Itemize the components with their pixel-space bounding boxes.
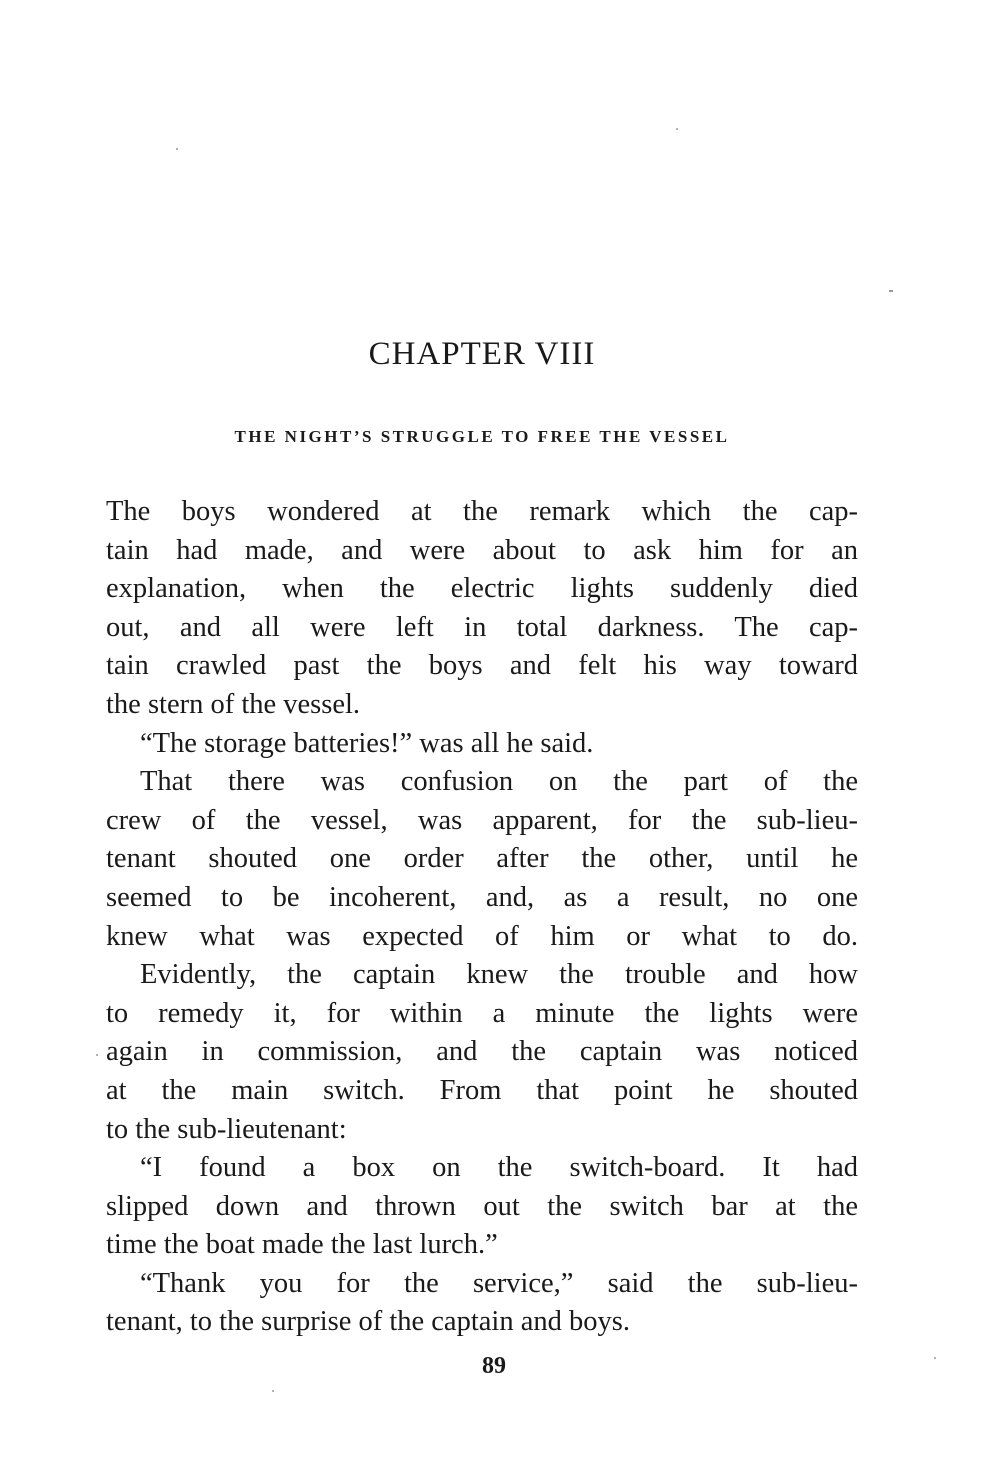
text-line: knew what was expected of him or what to do. [106, 920, 858, 952]
text-line: The boys wondered at the remark which the cap- [106, 496, 858, 527]
text-line: tenant shouted one order after the other, until he [106, 843, 858, 875]
scan-speck [889, 290, 893, 292]
text-line: out, and all were left in total darkness. The cap- [106, 611, 858, 643]
text-line: tenant, to the surprise of the captain and boys. [106, 1306, 630, 1338]
body-text [106, 493, 858, 1342]
scan-speck [272, 1390, 274, 1392]
text-line: to remedy it, for within a minute the lights were [106, 997, 858, 1029]
text-line: slipped down and thrown out the switch bar at the [106, 1190, 858, 1222]
text-line: “The storage batteries!” was all he said. [140, 727, 594, 759]
chapter-title: CHAPTER VIII [368, 336, 596, 372]
text-line: time the boat made the last lurch.” [106, 1229, 498, 1261]
text-line: the stern of the vessel. [106, 688, 361, 720]
text-line: crew of the vessel, was apparent, for the sub-lieu- [106, 804, 858, 836]
text-line: tain crawled past the boys and felt his way toward [106, 650, 858, 682]
text-line: That there was confusion on the part of the [140, 766, 858, 798]
text-line: explanation, when the electric lights suddenly died [106, 573, 858, 605]
scan-speck [676, 128, 678, 130]
text-line: “Thank you for the service,” said the sub-lieu- [140, 1267, 858, 1299]
text-line: “I found a box on the switch-board. It had [140, 1152, 858, 1184]
text-line: tain had made, and were about to ask him for an [106, 534, 858, 566]
scan-speck [176, 148, 178, 150]
text-line: at the main switch. From that point he shouted [106, 1074, 858, 1106]
scan-speck [96, 1054, 98, 1056]
page-number: 89 [482, 1353, 506, 1379]
text-line: again in commission, and the captain was noticed [106, 1036, 858, 1068]
chapter-subtitle: THE NIGHT’S STRUGGLE TO FREE THE VESSEL [234, 427, 730, 446]
text-line: seemed to be incoherent, and, as a result, no one [106, 881, 858, 913]
text-line: to the sub-lieutenant: [106, 1113, 347, 1145]
text-line: Evidently, the captain knew the trouble and how [140, 959, 858, 991]
scan-speck [934, 1357, 936, 1359]
